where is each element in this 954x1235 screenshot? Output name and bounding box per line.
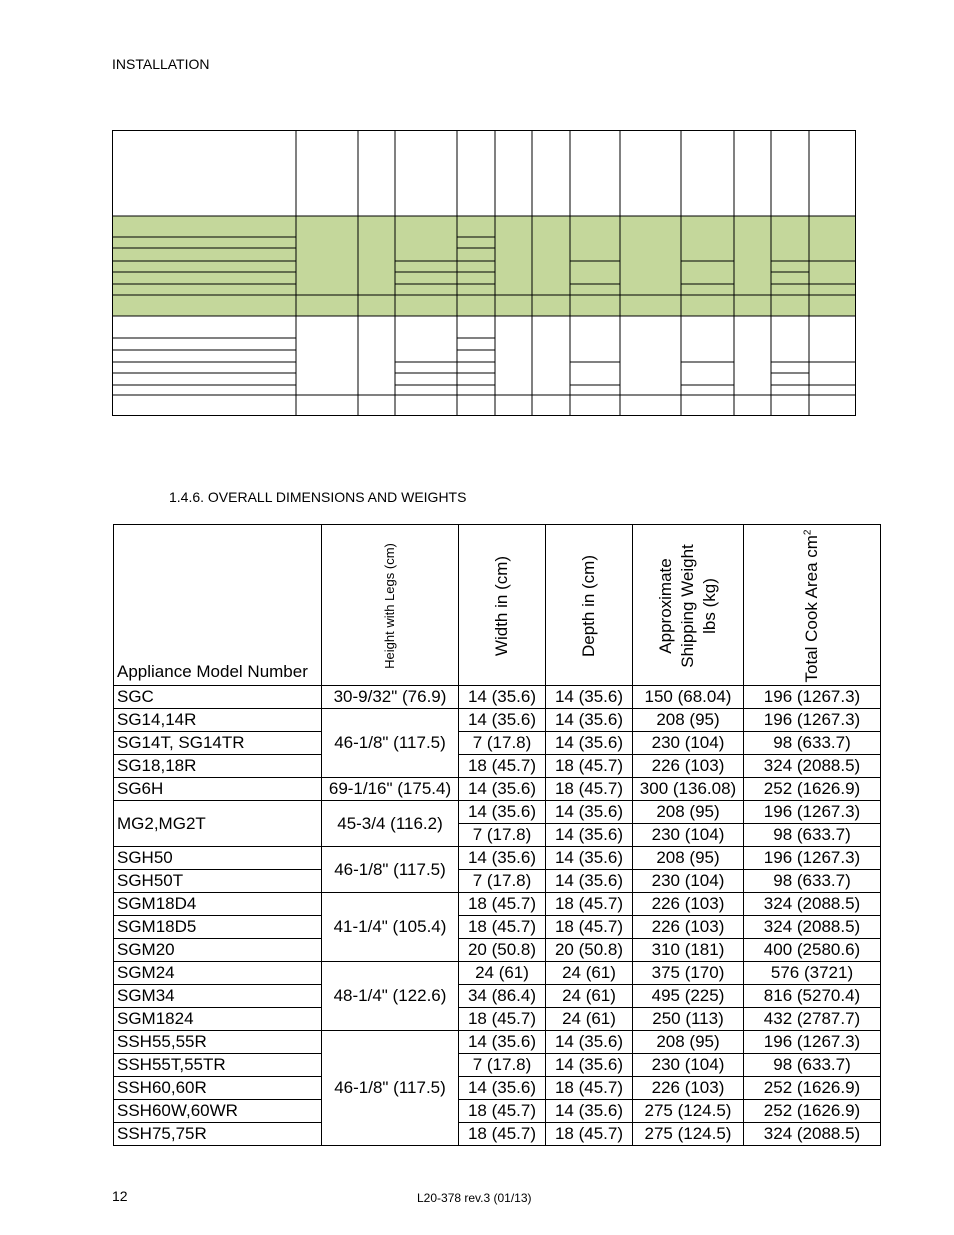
table-row: [114, 801, 881, 824]
cell-width: 18 (45.7): [459, 1123, 546, 1146]
section-header: INSTALLATION: [112, 56, 210, 72]
cell-depth: 14 (35.6): [546, 1054, 633, 1077]
green-band: [112, 216, 856, 316]
cell-weight: 230 (104): [633, 870, 744, 893]
cell-area: 196 (1267.3): [744, 686, 881, 709]
cell-height: 46-1/8" (117.5): [322, 709, 459, 778]
table-row: [114, 778, 881, 801]
cell-area: 196 (1267.3): [744, 1031, 881, 1054]
table-row: [114, 962, 881, 985]
cell-area: 196 (1267.3): [744, 709, 881, 732]
cell-width: 18 (45.7): [459, 916, 546, 939]
cell-width: 18 (45.7): [459, 893, 546, 916]
cell-model: SG18,18R: [114, 755, 322, 778]
cell-depth: 14 (35.6): [546, 824, 633, 847]
cell-model: SGM18D5: [114, 916, 322, 939]
cell-depth: 14 (35.6): [546, 847, 633, 870]
cell-depth: 18 (45.7): [546, 1077, 633, 1100]
cell-model: SGM24: [114, 962, 322, 985]
cell-model: SGM34: [114, 985, 322, 1008]
cell-depth: 24 (61): [546, 985, 633, 1008]
table-row: [114, 916, 881, 939]
cell-weight: 226 (103): [633, 1077, 744, 1100]
cell-depth: 14 (35.6): [546, 732, 633, 755]
cell-model: SSH60W,60WR: [114, 1100, 322, 1123]
cell-model: SGH50: [114, 847, 322, 870]
cell-area: 252 (1626.9): [744, 778, 881, 801]
cell-depth: 14 (35.6): [546, 870, 633, 893]
upper-grid-table: [112, 130, 856, 416]
cell-depth: 18 (45.7): [546, 755, 633, 778]
cell-depth: 14 (35.6): [546, 686, 633, 709]
cell-model: SGM18D4: [114, 893, 322, 916]
cell-area: 576 (3721): [744, 962, 881, 985]
table-row: [114, 985, 881, 1008]
cell-depth: 24 (61): [546, 962, 633, 985]
cell-depth: 18 (45.7): [546, 893, 633, 916]
table-row: [114, 1008, 881, 1031]
cell-weight: 495 (225): [633, 985, 744, 1008]
cell-area: 196 (1267.3): [744, 847, 881, 870]
cell-weight: 230 (104): [633, 824, 744, 847]
cell-weight: 208 (95): [633, 1031, 744, 1054]
cell-height: 46-1/8" (117.5): [322, 1031, 459, 1146]
cell-width: 20 (50.8): [459, 939, 546, 962]
cell-area: 816 (5270.4): [744, 985, 881, 1008]
cell-model: SSH60,60R: [114, 1077, 322, 1100]
cell-height: 45-3/4 (116.2): [322, 801, 459, 847]
header-depth: Depth in (cm): [546, 525, 633, 686]
cell-height: 48-1/4" (122.6): [322, 962, 459, 1031]
cell-area: 98 (633.7): [744, 732, 881, 755]
table-row: [114, 1077, 881, 1100]
cell-area: 98 (633.7): [744, 1054, 881, 1077]
cell-weight: 226 (103): [633, 916, 744, 939]
table-row: [114, 870, 881, 893]
cell-depth: 14 (35.6): [546, 709, 633, 732]
cell-width: 18 (45.7): [459, 1008, 546, 1031]
cell-area: 252 (1626.9): [744, 1100, 881, 1123]
cell-model: SG14T, SG14TR: [114, 732, 322, 755]
cell-width: 14 (35.6): [459, 1077, 546, 1100]
cell-weight: 300 (136.08): [633, 778, 744, 801]
cell-width: 18 (45.7): [459, 755, 546, 778]
page-number: 12: [112, 1188, 128, 1204]
dimensions-table: [113, 524, 881, 1146]
table-row: [114, 847, 881, 870]
cell-depth: 14 (35.6): [546, 801, 633, 824]
cell-width: 7 (17.8): [459, 870, 546, 893]
table-row: [114, 709, 881, 732]
cell-width: 14 (35.6): [459, 847, 546, 870]
cell-width: 14 (35.6): [459, 709, 546, 732]
cell-weight: 250 (113): [633, 1008, 744, 1031]
table-row: [114, 686, 881, 709]
cell-width: 7 (17.8): [459, 824, 546, 847]
cell-weight: 310 (181): [633, 939, 744, 962]
table-row: [114, 732, 881, 755]
cell-weight: 226 (103): [633, 755, 744, 778]
cell-width: 18 (45.7): [459, 1100, 546, 1123]
cell-depth: 20 (50.8): [546, 939, 633, 962]
cell-width: 7 (17.8): [459, 1054, 546, 1077]
cell-area: 324 (2088.5): [744, 916, 881, 939]
cell-weight: 275 (124.5): [633, 1100, 744, 1123]
cell-model: SGM1824: [114, 1008, 322, 1031]
header-model: Appliance Model Number: [114, 525, 322, 686]
section-title: 1.4.6. OVERALL DIMENSIONS AND WEIGHTS: [169, 489, 467, 505]
cell-height: 30-9/32" (76.9): [322, 686, 459, 709]
cell-weight: 275 (124.5): [633, 1123, 744, 1146]
cell-weight: 226 (103): [633, 893, 744, 916]
cell-width: 14 (35.6): [459, 801, 546, 824]
cell-width: 34 (86.4): [459, 985, 546, 1008]
cell-width: 7 (17.8): [459, 732, 546, 755]
cell-area: 196 (1267.3): [744, 801, 881, 824]
header-area: Total Cook Area $cm^2$: [744, 525, 881, 686]
cell-model: MG2,MG2T: [114, 801, 322, 847]
cell-weight: 150 (68.04): [633, 686, 744, 709]
header-height: Height with Legs (cm): [322, 525, 459, 686]
cell-area: 324 (2088.5): [744, 755, 881, 778]
cell-area: 252 (1626.9): [744, 1077, 881, 1100]
cell-depth: 14 (35.6): [546, 1031, 633, 1054]
cell-weight: 230 (104): [633, 732, 744, 755]
document-reference: L20-378 rev.3 (01/13): [417, 1191, 532, 1205]
header-row: [114, 525, 881, 686]
cell-weight: 208 (95): [633, 709, 744, 732]
cell-area: 324 (2088.5): [744, 893, 881, 916]
table-row: [114, 1100, 881, 1123]
cell-weight: 208 (95): [633, 801, 744, 824]
cell-depth: 14 (35.6): [546, 1100, 633, 1123]
cell-height: 69-1/16" (175.4): [322, 778, 459, 801]
table-row: [114, 1031, 881, 1054]
cell-area: 98 (633.7): [744, 870, 881, 893]
table-row: [114, 1123, 881, 1146]
cell-model: SSH75,75R: [114, 1123, 322, 1146]
cell-model: SGM20: [114, 939, 322, 962]
cell-height: 41-1/4" (105.4): [322, 893, 459, 962]
table-row: [114, 755, 881, 778]
cell-width: 14 (35.6): [459, 778, 546, 801]
cell-depth: 18 (45.7): [546, 1123, 633, 1146]
cell-model: SGC: [114, 686, 322, 709]
cell-weight: 208 (95): [633, 847, 744, 870]
cell-model: SSH55,55R: [114, 1031, 322, 1054]
cell-model: SG14,14R: [114, 709, 322, 732]
cell-area: 98 (633.7): [744, 824, 881, 847]
cell-width: 24 (61): [459, 962, 546, 985]
cell-width: 14 (35.6): [459, 686, 546, 709]
cell-area: 324 (2088.5): [744, 1123, 881, 1146]
cell-depth: 24 (61): [546, 1008, 633, 1031]
cell-height: 46-1/8" (117.5): [322, 847, 459, 893]
cell-area: 400 (2580.6): [744, 939, 881, 962]
header-width: Width in (cm): [459, 525, 546, 686]
cell-depth: 18 (45.7): [546, 778, 633, 801]
cell-width: 14 (35.6): [459, 1031, 546, 1054]
header-weight: Approximate Shipping Weight lbs (kg): [633, 525, 744, 686]
table-row: [114, 893, 881, 916]
cell-weight: 375 (170): [633, 962, 744, 985]
cell-model: SSH55T,55TR: [114, 1054, 322, 1077]
cell-area: 432 (2787.7): [744, 1008, 881, 1031]
cell-depth: 18 (45.7): [546, 916, 633, 939]
table-row: [114, 939, 881, 962]
cell-weight: 230 (104): [633, 1054, 744, 1077]
cell-model: SG6H: [114, 778, 322, 801]
cell-model: SGH50T: [114, 870, 322, 893]
table-row: [114, 1054, 881, 1077]
